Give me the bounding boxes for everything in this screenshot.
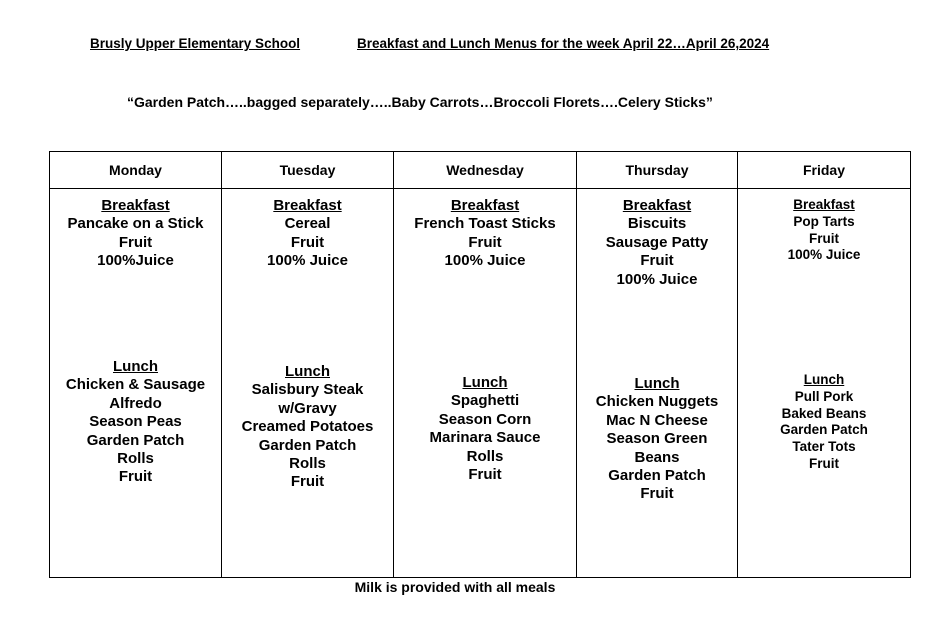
menu-item: Rolls bbox=[117, 450, 154, 468]
menu-item: Chicken & Sausage bbox=[65, 376, 206, 394]
menu-item: Fruit bbox=[809, 455, 839, 471]
menu-item: Garden Patch bbox=[780, 422, 868, 438]
menu-item: Fruit bbox=[640, 485, 674, 503]
weekly-menu-table bbox=[49, 151, 911, 578]
menu-title: Breakfast and Lunch Menus for the week April 22…April 26,2024 bbox=[357, 36, 770, 51]
day-header-tuesday: Tuesday bbox=[222, 152, 394, 189]
breakfast-block bbox=[394, 197, 576, 271]
menu-item: 100% Juice bbox=[444, 252, 526, 270]
day-header-monday: Monday bbox=[50, 152, 222, 189]
menu-item: Garden Patch bbox=[258, 436, 357, 454]
menu-item: Biscuits bbox=[627, 215, 687, 233]
menu-item: Creamed Potatoes bbox=[241, 418, 374, 436]
breakfast-label: Breakfast bbox=[273, 197, 342, 214]
day-header-friday: Friday bbox=[738, 152, 911, 189]
lunch-label: Lunch bbox=[634, 375, 680, 392]
day-cell-tuesday bbox=[222, 189, 394, 578]
menu-item: Fruit bbox=[468, 233, 502, 251]
breakfast-label: Breakfast bbox=[622, 197, 692, 214]
menu-item: Spaghetti bbox=[450, 392, 520, 410]
lunch-block bbox=[222, 363, 393, 492]
menu-item: Baked Beans bbox=[781, 405, 867, 421]
school-name: Brusly Upper Elementary School bbox=[90, 36, 301, 51]
lunch-label: Lunch bbox=[462, 374, 508, 391]
garden-patch-note: “Garden Patch…..bagged separately…..Baby Carrots…Broccoli Florets….Celery Sticks” bbox=[127, 94, 713, 110]
breakfast-block bbox=[577, 197, 737, 289]
day-cell-thursday bbox=[577, 189, 738, 578]
menu-item: Pancake on a Stick bbox=[67, 215, 204, 233]
menu-item: Salisbury Steak bbox=[251, 381, 364, 399]
menu-item: 100%Juice bbox=[97, 252, 174, 270]
menu-item: 100% Juice bbox=[616, 270, 698, 288]
lunch-block bbox=[738, 372, 910, 473]
menu-item: Season Corn bbox=[438, 410, 532, 428]
day-header-wednesday: Wednesday bbox=[394, 152, 577, 189]
menu-item: Rolls bbox=[289, 455, 326, 473]
day-header-row bbox=[50, 152, 911, 189]
menu-item: Fruit bbox=[118, 233, 153, 251]
day-cell-wednesday bbox=[394, 189, 577, 578]
breakfast-label: Breakfast bbox=[450, 197, 520, 214]
menu-item: 100% Juice bbox=[267, 252, 348, 270]
menu-item: Fruit bbox=[118, 468, 153, 486]
menu-item: Season Green bbox=[606, 430, 708, 448]
menu-item: Sausage Patty bbox=[605, 233, 709, 251]
lunch-block bbox=[577, 375, 737, 504]
milk-footer-note: Milk is provided with all meals bbox=[354, 579, 556, 595]
lunch-label: Lunch bbox=[285, 363, 330, 380]
menu-item: Garden Patch bbox=[608, 467, 706, 485]
breakfast-block bbox=[738, 197, 910, 264]
menu-item: Cereal bbox=[284, 215, 331, 233]
menu-item: Marinara Sauce bbox=[429, 429, 541, 447]
breakfast-label: Breakfast bbox=[101, 197, 170, 214]
menu-item: Pop Tarts bbox=[793, 213, 855, 229]
menu-item: Garden Patch bbox=[86, 431, 185, 449]
lunch-block bbox=[394, 374, 576, 484]
breakfast-label: Breakfast bbox=[793, 197, 855, 212]
menu-item: Chicken Nuggets bbox=[595, 393, 719, 411]
menu-item: Rolls bbox=[466, 447, 504, 465]
menu-item: w/Gravy bbox=[278, 399, 337, 417]
menu-row bbox=[50, 189, 911, 578]
breakfast-block bbox=[222, 197, 393, 271]
menu-item: Fruit bbox=[290, 473, 325, 491]
menu-item: Beans bbox=[634, 448, 680, 466]
menu-item: Fruit bbox=[290, 233, 325, 251]
menu-item: Fruit bbox=[468, 466, 502, 484]
lunch-block bbox=[50, 358, 221, 487]
lunch-label: Lunch bbox=[803, 372, 845, 387]
menu-item: Tater Tots bbox=[792, 439, 856, 455]
menu-item: Mac N Cheese bbox=[606, 411, 708, 429]
breakfast-block bbox=[50, 197, 221, 271]
menu-item: Pull Pork bbox=[794, 388, 854, 404]
day-cell-monday bbox=[50, 189, 222, 578]
menu-item: Season Peas bbox=[89, 413, 182, 431]
menu-item: Fruit bbox=[809, 230, 839, 246]
menu-item: 100% Juice bbox=[787, 247, 861, 263]
menu-item: Alfredo bbox=[109, 394, 162, 412]
day-header-thursday: Thursday bbox=[577, 152, 738, 189]
menu-item: Fruit bbox=[640, 252, 674, 270]
menu-item: French Toast Sticks bbox=[414, 215, 556, 233]
lunch-label: Lunch bbox=[113, 358, 158, 375]
day-cell-friday bbox=[738, 189, 911, 578]
